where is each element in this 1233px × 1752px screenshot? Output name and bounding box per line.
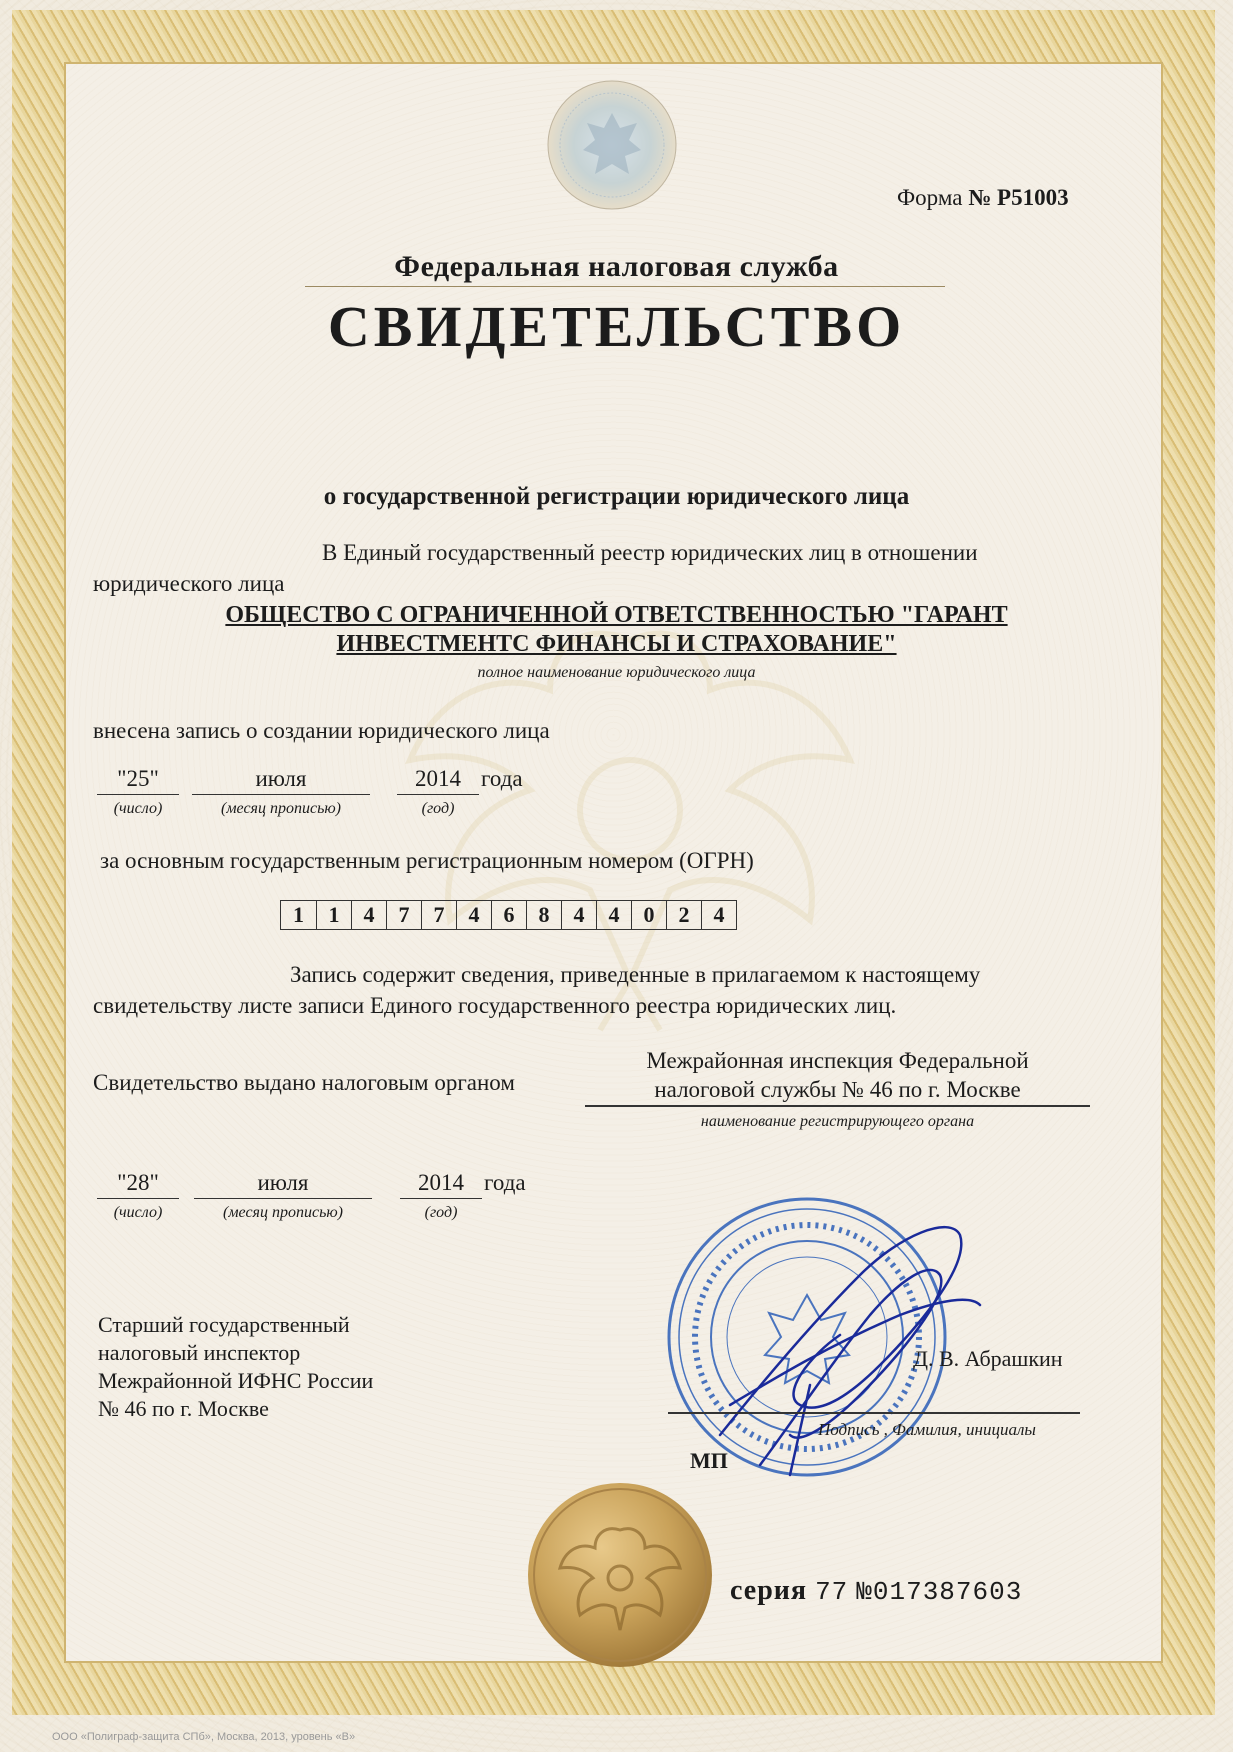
issue-day-caption: (число) xyxy=(113,1204,163,1221)
authority-line-1: Межрайонная инспекция Федеральной xyxy=(646,1048,1029,1073)
ogrn-digit: 0 xyxy=(631,901,666,929)
ogrn-number-boxes xyxy=(280,900,737,930)
agency-name: Федеральная налоговая служба xyxy=(394,250,839,283)
series-code: 77 xyxy=(815,1577,849,1607)
printer-footer: ООО «Полиграф-защита СПб», Москва, 2013, уровень «В» xyxy=(52,1731,356,1743)
authority-line-2: налоговой службы № 46 по г. Москве xyxy=(654,1077,1021,1102)
ogrn-digit: 4 xyxy=(701,901,736,929)
registration-year-suffix: года xyxy=(481,766,523,791)
issue-year-caption: (год) xyxy=(424,1204,458,1221)
entry-text: внесена запись о создании юридического лица xyxy=(93,718,550,743)
form-label: Форма xyxy=(897,185,963,210)
organization-caption: полное наименование юридического лица xyxy=(477,664,756,681)
gold-seal-icon xyxy=(525,1480,715,1670)
issue-month: июля xyxy=(194,1170,372,1199)
ogrn-digit: 4 xyxy=(456,901,491,929)
ogrn-digit: 1 xyxy=(316,901,351,929)
blank-number: №017387603 xyxy=(856,1577,1023,1607)
authority-underline xyxy=(585,1105,1090,1107)
organization-name-line-2: ИНВЕСТМЕНТС ФИНАНСЫ И СТРАХОВАНИЕ" xyxy=(336,631,897,657)
ogrn-digit: 7 xyxy=(386,901,421,929)
seal-place-label: МП xyxy=(690,1448,728,1473)
inspector-signature-icon xyxy=(700,1205,990,1485)
registration-day: "25" xyxy=(97,766,179,795)
ogrn-digit: 1 xyxy=(293,902,304,927)
ogrn-digit: 4 xyxy=(351,901,386,929)
inspector-title-line-2: налоговый инспектор xyxy=(98,1340,301,1365)
form-number xyxy=(897,185,1069,211)
series-number xyxy=(730,1575,1022,1607)
series-label: серия xyxy=(730,1575,808,1606)
page-title: СВИДЕТЕЛЬСТВО xyxy=(327,294,906,359)
hologram-emblem-icon xyxy=(545,78,680,213)
issue-year: 2014 xyxy=(400,1170,482,1199)
organization-name-line-1: ОБЩЕСТВО С ОГРАНИЧЕННОЙ ОТВЕТСТВЕННОСТЬЮ "ГАРАНТ xyxy=(225,602,1008,628)
signature-caption: Подпись , Фамилия, инициалы xyxy=(818,1420,1036,1439)
issue-year-suffix: года xyxy=(484,1170,526,1195)
intro-line-2: юридического лица xyxy=(93,571,285,596)
issued-by-label: Свидетельство выдано налоговым органом xyxy=(93,1070,515,1095)
ogrn-digit: 7 xyxy=(421,901,456,929)
ogrn-digit: 4 xyxy=(561,901,596,929)
intro-line-1: В Единый государственный реестр юридических лиц в отношении xyxy=(322,540,978,565)
ogrn-label: за основным государственным регистрационным номером (ОГРН) xyxy=(100,848,754,873)
registration-month-caption: (месяц прописью) xyxy=(221,800,341,817)
ogrn-digit: 6 xyxy=(491,901,526,929)
ogrn-digit: 2 xyxy=(666,901,701,929)
record-text-line-1: Запись содержит сведения, приведенные в прилагаемом к настоящему xyxy=(290,962,981,987)
inspector-title-line-4: № 46 по г. Москве xyxy=(98,1396,269,1421)
form-code: № Р51003 xyxy=(968,185,1069,210)
inspector-title-line-3: Межрайонной ИФНС России xyxy=(98,1368,374,1393)
record-text-line-2: свидетельству листе записи Единого государственного реестра юридических лиц. xyxy=(93,993,897,1018)
issue-month-caption: (месяц прописью) xyxy=(223,1204,343,1221)
title-rule xyxy=(305,286,945,287)
ogrn-digit: 4 xyxy=(596,901,631,929)
ogrn-digit: 8 xyxy=(526,901,561,929)
inspector-name: Д. В. Абрашкин xyxy=(913,1346,1063,1371)
registration-year-caption: (год) xyxy=(421,800,455,817)
authority-caption: наименование регистрирующего органа xyxy=(700,1113,975,1130)
registration-day-caption: (число) xyxy=(113,800,163,817)
issue-day: "28" xyxy=(97,1170,179,1199)
page-subtitle: о государственной регистрации юридического лица xyxy=(323,483,910,510)
inspector-title-line-1: Старший государственный xyxy=(98,1312,350,1337)
signature-line xyxy=(668,1412,1080,1414)
registration-year: 2014 xyxy=(397,766,479,795)
registration-month: июля xyxy=(192,766,370,795)
